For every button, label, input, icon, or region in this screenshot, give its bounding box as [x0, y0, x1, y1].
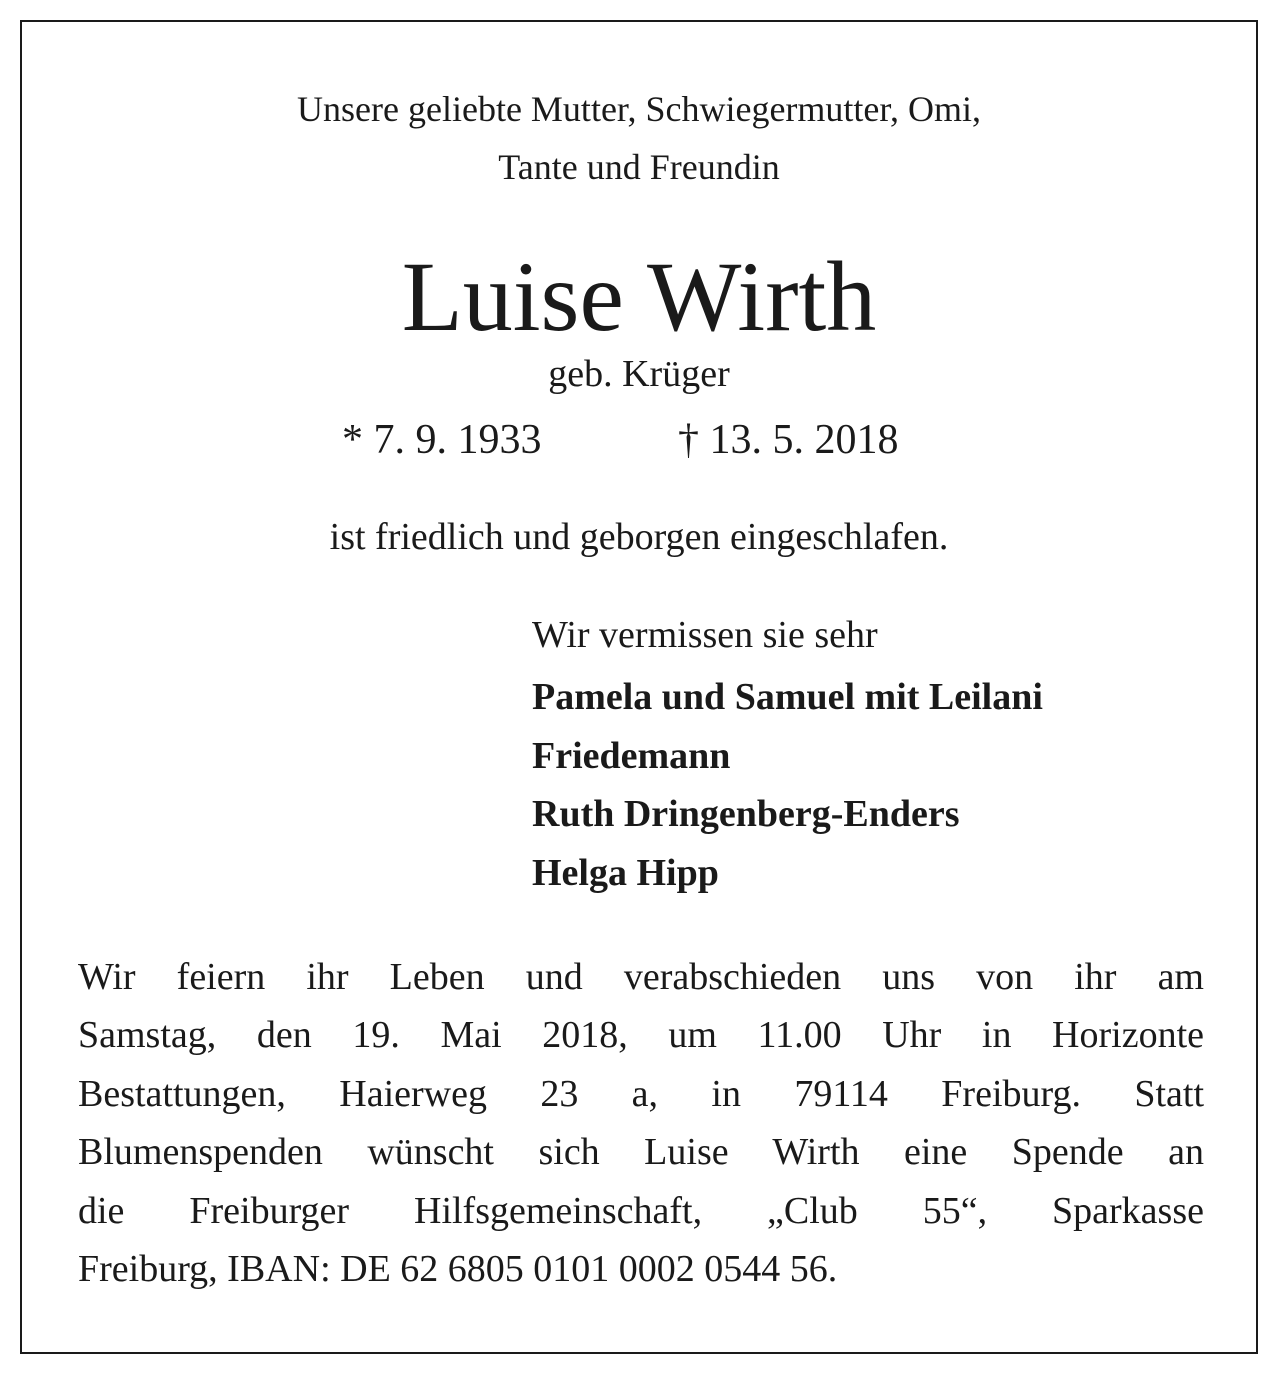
mourners-block: [532, 606, 1043, 902]
obituary-frame: [20, 20, 1258, 1354]
mourner-name: Pamela und Samuel mit Leilani: [532, 676, 1043, 718]
mourners-intro: Wir vermissen sie sehr: [532, 614, 878, 656]
mourners-list: [532, 668, 1043, 902]
birth-name: geb. Krüger: [548, 353, 730, 395]
death-date: † 13. 5. 2018: [678, 417, 899, 463]
mourner-name: Ruth Dringenberg-Enders: [532, 793, 960, 835]
closing-line: die Freiburger Hilfsgemeinschaft, „Club 55“, Sparkasse: [78, 1189, 1204, 1232]
intro-line: Unsere geliebte Mutter, Schwiegermutter, Omi,: [297, 89, 981, 129]
life-dates: [22, 410, 1256, 470]
closing-line: Freiburg, IBAN: DE 62 6805 0101 0002 0544 56.: [78, 1248, 838, 1291]
mourner-name: Friedemann: [532, 734, 731, 777]
intro-line: Tante und Freundin: [498, 147, 780, 187]
birth-date: * 7. 9. 1933: [342, 417, 542, 463]
closing-line: Samstag, den 19. Mai 2018, um 11.00 Uhr in Horizonte: [78, 1014, 1204, 1057]
closing-line: Bestattungen, Haierweg 23 a, in 79114 Freiburg. Statt: [78, 1072, 1204, 1115]
closing-line: Blumenspenden wünscht sich Luise Wirth eine Spende an: [78, 1131, 1204, 1174]
intro-text: [22, 80, 1256, 196]
closing-line: Wir feiern ihr Leben und verabschieden uns von ihr am: [78, 956, 1204, 998]
deceased-name: Luise Wirth: [401, 241, 877, 352]
passing-text: ist friedlich und geborgen eingeschlafen.: [329, 516, 949, 558]
closing-paragraph: [78, 948, 1204, 1298]
mourner-name: Helga Hipp: [532, 851, 719, 894]
